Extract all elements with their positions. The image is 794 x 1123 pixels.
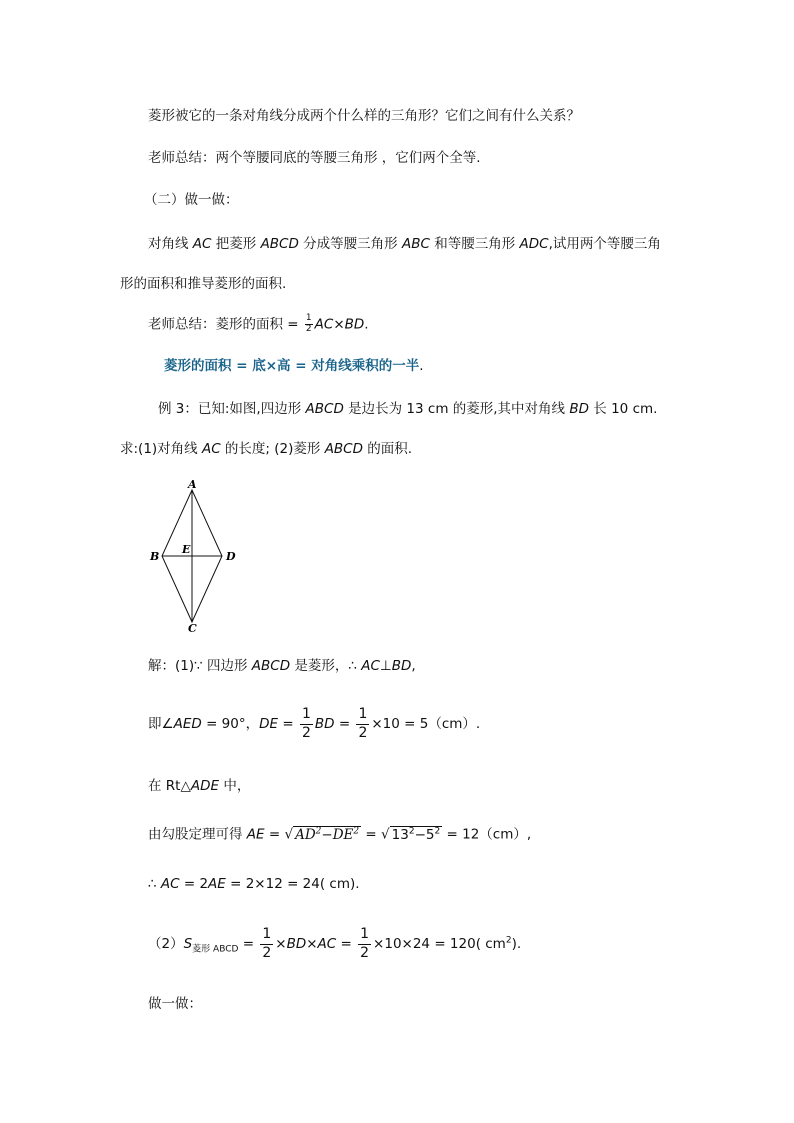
rhombus-figure bbox=[142, 476, 252, 634]
area-formula-highlight: 菱形的面积 = 底×高 = 对角线乘积的一半. bbox=[164, 358, 424, 374]
solution-step-3: 在 Rt△ADE 中， bbox=[148, 778, 251, 794]
teacher-summary-1: 老师总结：两个等腰同底的等腰三角形 ，它们两个全等. bbox=[148, 150, 481, 166]
label-d: D bbox=[226, 550, 236, 563]
solution-step-6: $(2)S_{菱形 ABCD}$ = $\frac{1}{2}$ ×BD×AC = $\frac{1}{2}$ ×10×24 = 120( $cm^2$). bbox=[148, 926, 522, 961]
question-text: 菱形被它的一条对角线分成两个什么样的三角形？它们之间有什么关系？ bbox=[148, 108, 580, 124]
label-e: E bbox=[182, 543, 191, 556]
solution-step-2: 即∠AED = 90°，DE = $\frac{1}{2}$ BD = $\frac{1}{2}$ ×10 = 5（cm）. bbox=[148, 706, 481, 741]
example-3-question: 求:(1)对角线 AC 的长度; (2)菱形 ABCD 的面积. bbox=[120, 441, 413, 457]
solution-step-4: 由勾股定理可得 AE = √ $AD^2-DE^2$ = √ $13^2-5^2 = 12(cm)$, bbox=[148, 826, 532, 843]
sqrt-expression-2: √ $13^2-5^2$ bbox=[381, 826, 441, 843]
paragraph-diagonal-split: 对角线 AC 把菱形 ABCD 分成等腰三角形 ABC 和等腰三角形 ADC,试用两个等腰三角 bbox=[148, 236, 661, 252]
teacher-summary-area: 老师总结：菱形的面积 = $\frac{1}{2}$ AC×BD. bbox=[148, 313, 369, 334]
label-b: B bbox=[150, 550, 160, 563]
example-3-statement: 例 3：已知:如图,四边形 ABCD 是边长为 13 cm 的菱形,其中对角线 BD 长 10 cm. bbox=[158, 401, 658, 417]
section-heading-do-it: （二）做一做： bbox=[144, 192, 239, 208]
do-it-heading: 做一做： bbox=[148, 996, 202, 1012]
paragraph-diagonal-split-cont: 形的面积和推导菱形的面积. bbox=[120, 276, 287, 292]
label-c: C bbox=[188, 622, 197, 634]
label-a: A bbox=[188, 478, 197, 491]
sqrt-expression-1: √ $AD^2-DE^2$ bbox=[284, 826, 360, 843]
solution-step-5: ∴ AC = 2AE = 2×12 = 24( cm). bbox=[148, 876, 360, 892]
solution-step-1: 解：(1)∵ 四边形 ABCD 是菱形，∴ AC⊥BD, bbox=[148, 658, 416, 674]
